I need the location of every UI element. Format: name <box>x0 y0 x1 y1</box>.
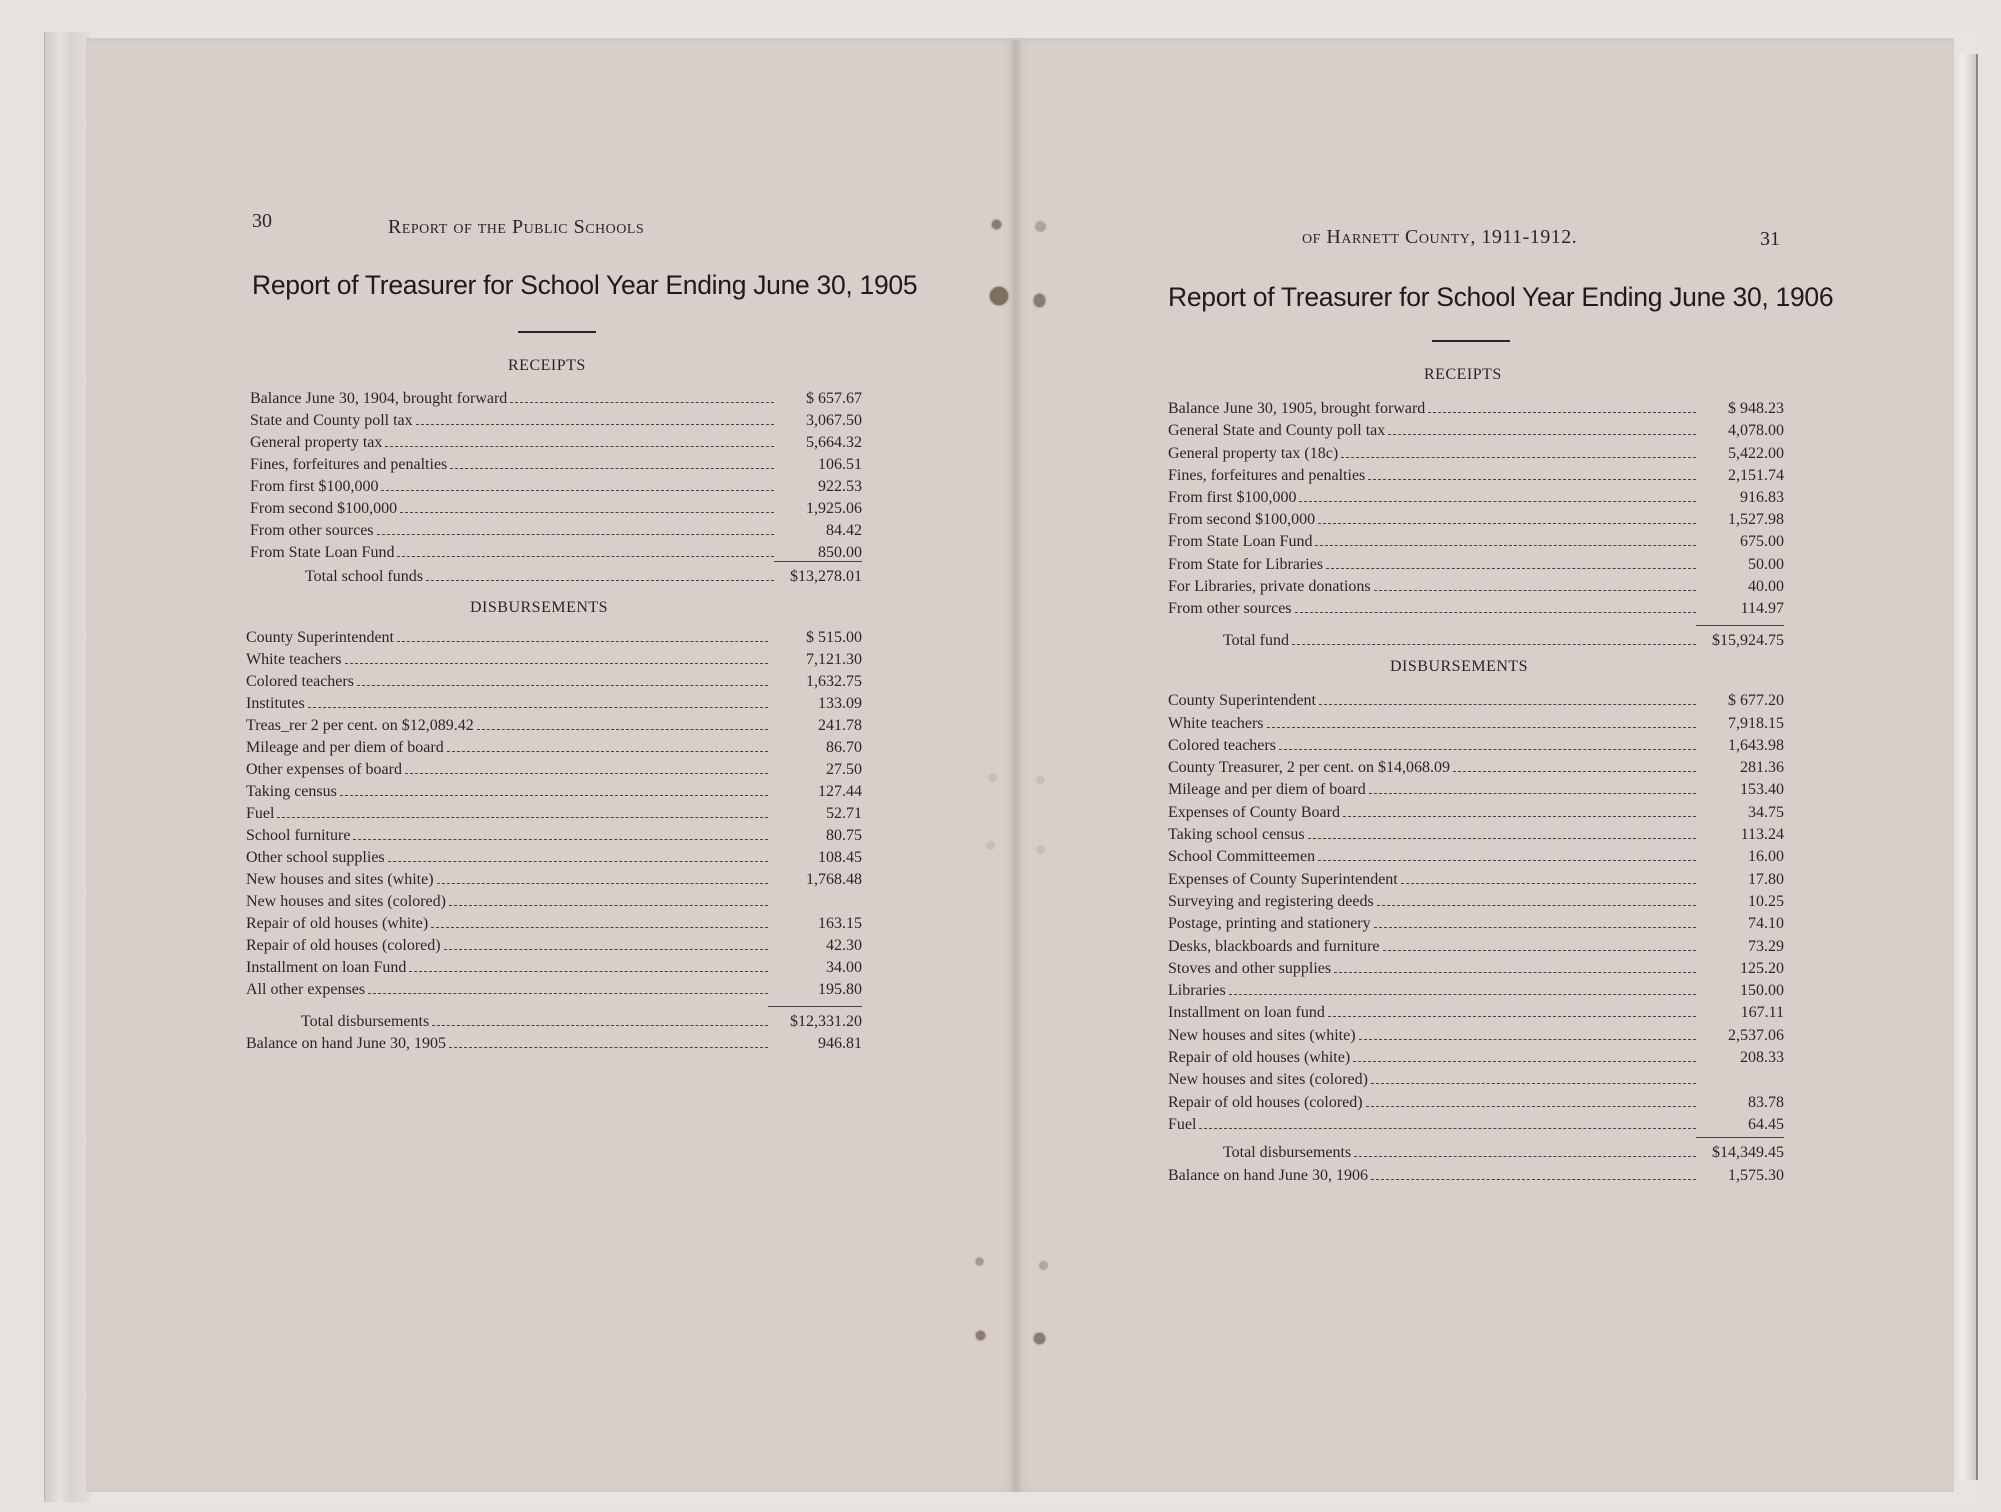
title-rule <box>518 331 596 333</box>
ledger-item-amount: 34.00 <box>826 959 862 976</box>
ledger-item-amount: 73.29 <box>1748 937 1784 955</box>
ledger-item-label: From second $100,000 <box>250 500 398 517</box>
report-title: Report of Treasurer for School Year Ending June 30, 1906 <box>1168 282 1834 312</box>
leader-dots <box>477 728 768 730</box>
ledger-item-amount: $ 657.67 <box>806 390 862 407</box>
ledger-row <box>250 408 862 430</box>
leader-dots <box>1374 926 1696 928</box>
ledger-row <box>1168 396 1784 418</box>
ledger-item-label: Total disbursements <box>301 1013 430 1030</box>
ledger-item-label: Treas_rer 2 per cent. on $12,089.42 <box>246 717 474 734</box>
ledger-item-label: All other expenses <box>246 981 366 998</box>
leader-dots <box>510 401 774 403</box>
ledger-item-amount: 74.10 <box>1748 915 1784 933</box>
ledger-row <box>246 889 862 911</box>
leader-dots <box>308 706 768 708</box>
ledger-row <box>1168 911 1784 933</box>
ledger-item-label: County Superintendent <box>1168 692 1316 710</box>
leader-dots <box>450 467 774 469</box>
ledger-item-amount: 1,768.48 <box>806 871 862 888</box>
ledger-item-amount: 163.15 <box>818 915 862 932</box>
ledger-item-amount: 16.00 <box>1748 848 1784 866</box>
leader-dots <box>1388 433 1696 435</box>
ledger-item-label: From second $100,000 <box>1168 511 1316 529</box>
binding-hole <box>1034 1333 1045 1344</box>
leader-dots <box>353 838 768 840</box>
ledger-item-amount: 208.33 <box>1740 1049 1784 1067</box>
ledger-item-label: State and County poll tax <box>250 412 413 429</box>
ledger-row <box>250 386 862 408</box>
ledger-row <box>250 430 862 452</box>
disbursements-ledger <box>246 625 862 1053</box>
ledger-row <box>246 867 862 889</box>
leader-dots <box>1383 949 1697 951</box>
leader-dots <box>426 579 774 581</box>
leader-dots <box>447 750 768 752</box>
ledger-item-amount: 5,664.32 <box>806 434 862 451</box>
ledger-row <box>246 911 862 933</box>
leader-dots <box>405 772 768 774</box>
ledger-item-label: General property tax <box>250 434 383 451</box>
leader-dots <box>1343 815 1696 817</box>
ledger-item-label: Stoves and other supplies <box>1168 959 1332 977</box>
binding-hole <box>990 287 1008 305</box>
leader-dots <box>1366 1105 1696 1107</box>
receipts-heading: RECEIPTS <box>1424 366 1502 383</box>
ledger-item-amount: 1,632.75 <box>806 673 862 690</box>
ledger-total-row <box>1168 1138 1784 1162</box>
ledger-item-amount: 42.30 <box>826 937 862 954</box>
ledger-row <box>246 757 862 779</box>
leader-dots <box>1295 611 1696 613</box>
ledger-item-label: Institutes <box>246 695 305 712</box>
leader-dots <box>381 489 774 491</box>
ledger-row <box>1168 710 1784 732</box>
ledger-item-amount: 133.09 <box>818 695 862 712</box>
ledger-item-amount: 80.75 <box>826 827 862 844</box>
title-rule <box>1432 340 1510 342</box>
ledger-row <box>1168 956 1784 978</box>
ledger-item-label: Balance on hand June 30, 1905 <box>246 1035 446 1052</box>
leader-dots <box>1453 770 1696 772</box>
ledger-row <box>1168 1067 1784 1089</box>
ledger-item-amount: 17.80 <box>1748 870 1784 888</box>
ledger-item-amount: 916.83 <box>1740 488 1784 506</box>
ledger-row <box>246 933 862 955</box>
ledger-item-label: Mileage and per diem of board <box>1168 781 1366 799</box>
binding-hole <box>1036 222 1045 231</box>
ledger-item-amount: 922.53 <box>818 478 862 495</box>
book-gutter <box>1010 40 1022 1492</box>
leader-dots <box>1341 456 1696 458</box>
ledger-item-amount: 5,422.00 <box>1728 444 1784 462</box>
ledger-row <box>1168 1045 1784 1067</box>
ledger-item-amount: 153.40 <box>1740 781 1784 799</box>
ledger-item-label: Taking school census <box>1168 826 1305 844</box>
leader-dots <box>1318 859 1696 861</box>
ledger-item-label: Taking census <box>246 783 337 800</box>
ledger-item-label: Desks, blackboards and furniture <box>1168 937 1380 955</box>
ledger-item-label: Fines, forfeitures and penalties <box>250 456 448 473</box>
ledger-item-label: Libraries <box>1168 982 1226 1000</box>
ledger-item-amount: 281.36 <box>1740 759 1784 777</box>
ledger-item-label: Balance on hand June 30, 1906 <box>1168 1166 1368 1184</box>
leader-dots <box>400 511 774 513</box>
leader-dots <box>340 794 768 796</box>
ledger-row <box>1168 733 1784 755</box>
leader-dots <box>1292 643 1696 645</box>
ledger-row <box>1168 889 1784 911</box>
ledger-row <box>246 625 862 647</box>
ledger-item-amount: 946.81 <box>818 1035 862 1052</box>
binding-hole <box>1036 775 1045 784</box>
ledger-item-label: Surveying and registering deeds <box>1168 892 1374 910</box>
ledger-item-label: Total disbursements <box>1223 1144 1352 1162</box>
ledger-item-amount: 34.75 <box>1748 803 1784 821</box>
ledger-item-amount: 241.78 <box>818 717 862 734</box>
ledger-item-label: Repair of old houses (colored) <box>1168 1093 1363 1111</box>
ledger-row <box>250 474 862 496</box>
binding-hole <box>1040 1262 1047 1269</box>
ledger-item-amount: $13,278.01 <box>790 568 862 585</box>
ledger-item-amount: 106.51 <box>818 456 862 473</box>
leader-dots <box>449 1046 768 1048</box>
ledger-item-amount: $ 948.23 <box>1728 400 1784 418</box>
ledger-row <box>1168 485 1784 507</box>
leader-dots <box>449 904 768 906</box>
ledger-row <box>246 647 862 669</box>
ledger-item-amount: $15,924.75 <box>1712 632 1784 650</box>
ledger-item-label: Colored teachers <box>1168 736 1276 754</box>
ledger-row <box>1168 822 1784 844</box>
leader-dots <box>1319 703 1696 705</box>
ledger-row <box>1168 596 1784 618</box>
ledger-item-amount: 84.42 <box>826 522 862 539</box>
ledger-item-amount: 7,918.15 <box>1728 714 1784 732</box>
ledger-item-label: White teachers <box>246 651 342 668</box>
ledger-item-label: From other sources <box>250 522 374 539</box>
ledger-row <box>1168 507 1784 529</box>
ledger-row <box>1168 440 1784 462</box>
leader-dots <box>1199 1127 1696 1129</box>
leader-dots <box>388 860 768 862</box>
leader-dots <box>1315 544 1696 546</box>
ledger-item-label: Total school funds <box>305 568 423 585</box>
ledger-item-label: From first $100,000 <box>1168 488 1297 506</box>
binding-hole <box>992 220 1001 229</box>
ledger-balance-row <box>246 1031 862 1053</box>
ledger-item-label: Fuel <box>1168 1115 1197 1133</box>
leader-dots <box>1353 1060 1696 1062</box>
ledger-row <box>250 496 862 518</box>
ledger-row <box>1168 551 1784 573</box>
leader-dots <box>409 970 768 972</box>
ledger-row <box>1168 933 1784 955</box>
binding-hole <box>1036 845 1045 854</box>
leader-dots <box>1371 1082 1696 1084</box>
leader-dots <box>1371 1178 1696 1180</box>
ledger-item-amount: 2,151.74 <box>1728 466 1784 484</box>
ledger-item-amount: 64.45 <box>1748 1115 1784 1133</box>
leader-dots <box>277 816 768 818</box>
leader-dots <box>368 992 768 994</box>
ledger-row <box>1168 844 1784 866</box>
ledger-item-amount: 1,527.98 <box>1728 511 1784 529</box>
ledger-row <box>246 691 862 713</box>
ledger-item-label: Other expenses of board <box>246 761 402 778</box>
running-head: Report of the Public Schools <box>388 216 645 238</box>
ledger-item-label: County Treasurer, 2 per cent. on $14,068.09 <box>1168 759 1450 777</box>
ledger-item-amount: 850.00 <box>818 544 862 561</box>
ledger-item-label: New houses and sites (white) <box>1168 1026 1356 1044</box>
ledger-row <box>1168 777 1784 799</box>
ledger-row <box>1168 529 1784 551</box>
ledger-item-label: White teachers <box>1168 714 1264 732</box>
leader-dots <box>416 423 774 425</box>
ledger-item-label: General State and County poll tax <box>1168 422 1386 440</box>
leader-dots <box>1428 411 1696 413</box>
leader-dots <box>385 445 774 447</box>
ledger-item-label: Expenses of County Board <box>1168 803 1340 821</box>
leader-dots <box>444 948 768 950</box>
ledger-item-label: From State for Libraries <box>1168 555 1324 573</box>
ledger-item-amount: 7,121.30 <box>806 651 862 668</box>
ledger-row <box>1168 463 1784 485</box>
ledger-item-amount: 150.00 <box>1740 982 1784 1000</box>
ledger-item-label: New houses and sites (colored) <box>1168 1071 1368 1089</box>
ledger-item-amount: 83.78 <box>1748 1093 1784 1111</box>
leader-dots <box>1326 567 1696 569</box>
ledger-row <box>1168 418 1784 440</box>
leader-dots <box>1354 1155 1696 1157</box>
leader-dots <box>377 533 774 535</box>
ledger-item-amount: 40.00 <box>1748 577 1784 595</box>
ledger-item-amount: 125.20 <box>1740 959 1784 977</box>
disbursements-heading: DISBURSEMENTS <box>1390 658 1529 675</box>
disbursements-heading: DISBURSEMENTS <box>470 599 609 616</box>
ledger-item-label: From State Loan Fund <box>1168 533 1313 551</box>
ledger-item-amount: 167.11 <box>1740 1004 1784 1022</box>
ledger-item-label: School Committeemen <box>1168 848 1316 866</box>
disbursements-ledger <box>1168 688 1784 1185</box>
receipts-ledger <box>250 386 862 586</box>
ledger-item-amount: $ 677.20 <box>1728 692 1784 710</box>
ledger-item-label: Postage, printing and stationery <box>1168 915 1371 933</box>
leader-dots <box>1334 971 1696 973</box>
ledger-item-label: General property tax (18c) <box>1168 444 1339 462</box>
ledger-item-amount: 52.71 <box>826 805 862 822</box>
ledger-item-label: Total fund <box>1223 632 1289 650</box>
ledger-row <box>246 801 862 823</box>
binding-hole <box>976 1258 983 1265</box>
ledger-total-row <box>250 562 862 586</box>
report-title: Report of Treasurer for School Year Ending June 30, 1905 <box>252 270 918 300</box>
ledger-item-amount: 127.44 <box>818 783 862 800</box>
leader-dots <box>1318 522 1696 524</box>
right-cover-edge <box>1954 54 1978 1480</box>
ledger-row <box>246 713 862 735</box>
leader-dots <box>1401 882 1696 884</box>
page-edge-stack <box>44 32 91 1502</box>
ledger-row <box>1168 1089 1784 1111</box>
ledger-row <box>246 823 862 845</box>
leader-dots <box>397 555 774 557</box>
ledger-row <box>246 669 862 691</box>
ledger-item-amount: 4,078.00 <box>1728 422 1784 440</box>
ledger-row <box>1168 799 1784 821</box>
leader-dots <box>1369 792 1696 794</box>
ledger-item-amount: $ 515.00 <box>806 629 862 646</box>
ledger-item-label: County Superintendent <box>246 629 394 646</box>
ledger-item-amount: 114.97 <box>1740 599 1784 617</box>
ledger-item-amount: 675.00 <box>1740 533 1784 551</box>
ledger-row <box>246 735 862 757</box>
ledger-item-label: Balance June 30, 1904, brought forward <box>250 390 508 407</box>
leader-dots <box>432 1024 768 1026</box>
ledger-total-row <box>1168 626 1784 650</box>
leader-dots <box>1299 500 1696 502</box>
leader-dots <box>1229 993 1696 995</box>
ledger-balance-row <box>1168 1162 1784 1184</box>
running-head: of Harnett County, 1911-1912. <box>1302 226 1578 248</box>
leader-dots <box>1368 478 1696 480</box>
ledger-row <box>1168 1000 1784 1022</box>
ledger-item-label: From State Loan Fund <box>250 544 395 561</box>
binding-hole <box>976 1331 985 1340</box>
ledger-row <box>1168 1112 1784 1134</box>
binding-hole <box>1034 294 1045 307</box>
leader-dots <box>397 640 768 642</box>
ledger-row <box>1168 978 1784 1000</box>
ledger-item-label: Fuel <box>246 805 275 822</box>
ledger-total-row <box>246 1007 862 1031</box>
ledger-spacer <box>1168 618 1784 626</box>
ledger-item-label: Mileage and per diem of board <box>246 739 444 756</box>
ledger-item-label: Expenses of County Superintendent <box>1168 870 1398 888</box>
ledger-item-label: Repair of old houses (white) <box>246 915 429 932</box>
ledger-item-label: Installment on loan fund <box>1168 1004 1325 1022</box>
ledger-item-amount: 1,643.98 <box>1728 736 1784 754</box>
leader-dots <box>1359 1038 1696 1040</box>
ledger-item-amount: 3,067.50 <box>806 412 862 429</box>
ledger-item-amount: 50.00 <box>1748 555 1784 573</box>
ledger-row <box>246 779 862 801</box>
ledger-item-label: Colored teachers <box>246 673 354 690</box>
leader-dots <box>357 684 768 686</box>
ledger-item-amount: 195.80 <box>818 981 862 998</box>
page-number: 31 <box>1760 228 1780 250</box>
ledger-item-label: Balance June 30, 1905, brought forward <box>1168 400 1426 418</box>
ledger-item-label: Fines, forfeitures and penalties <box>1168 466 1366 484</box>
ledger-row <box>1168 688 1784 710</box>
ledger-row <box>1168 574 1784 596</box>
leader-dots <box>431 926 768 928</box>
ledger-row <box>246 955 862 977</box>
leader-dots <box>1267 726 1697 728</box>
ledger-item-amount: 27.50 <box>826 761 862 778</box>
ledger-row <box>1168 1022 1784 1044</box>
receipts-ledger <box>1168 396 1784 650</box>
leader-dots <box>1328 1015 1696 1017</box>
ledger-item-amount: 113.24 <box>1740 826 1784 844</box>
ledger-item-amount: 1,925.06 <box>806 500 862 517</box>
ledger-item-label: From first $100,000 <box>250 478 379 495</box>
leader-dots <box>437 882 768 884</box>
ledger-row <box>246 845 862 867</box>
leader-dots <box>1374 589 1696 591</box>
page-number: 30 <box>252 210 272 232</box>
ledger-row <box>250 540 862 562</box>
leader-dots <box>345 662 769 664</box>
ledger-item-amount: $14,349.45 <box>1712 1144 1784 1162</box>
ledger-item-label: Other school supplies <box>246 849 385 866</box>
ledger-item-label: School furniture <box>246 827 351 844</box>
ledger-item-amount: 10.25 <box>1748 892 1784 910</box>
leader-dots <box>1308 837 1696 839</box>
ledger-row <box>250 518 862 540</box>
ledger-item-label: From other sources <box>1168 599 1292 617</box>
leader-dots <box>1377 904 1696 906</box>
binding-hole <box>988 773 997 782</box>
ledger-item-label: New houses and sites (white) <box>246 871 434 888</box>
ledger-row <box>250 452 862 474</box>
ledger-item-label: Repair of old houses (colored) <box>246 937 441 954</box>
ledger-item-amount: 86.70 <box>826 739 862 756</box>
ledger-item-label: Repair of old houses (white) <box>1168 1049 1351 1067</box>
ledger-item-amount: 2,537.06 <box>1728 1026 1784 1044</box>
ledger-row <box>1168 755 1784 777</box>
ledger-item-label: New houses and sites (colored) <box>246 893 446 910</box>
ledger-item-label: For Libraries, private donations <box>1168 577 1371 595</box>
binding-hole <box>986 841 995 850</box>
leader-dots <box>1279 748 1696 750</box>
ledger-item-amount: 108.45 <box>818 849 862 866</box>
ledger-item-label: Installment on loan Fund <box>246 959 407 976</box>
ledger-item-amount: 1,575.30 <box>1728 1166 1784 1184</box>
ledger-row <box>1168 866 1784 888</box>
ledger-item-amount: $12,331.20 <box>790 1013 862 1030</box>
ledger-row <box>246 977 862 999</box>
receipts-heading: RECEIPTS <box>508 357 586 374</box>
